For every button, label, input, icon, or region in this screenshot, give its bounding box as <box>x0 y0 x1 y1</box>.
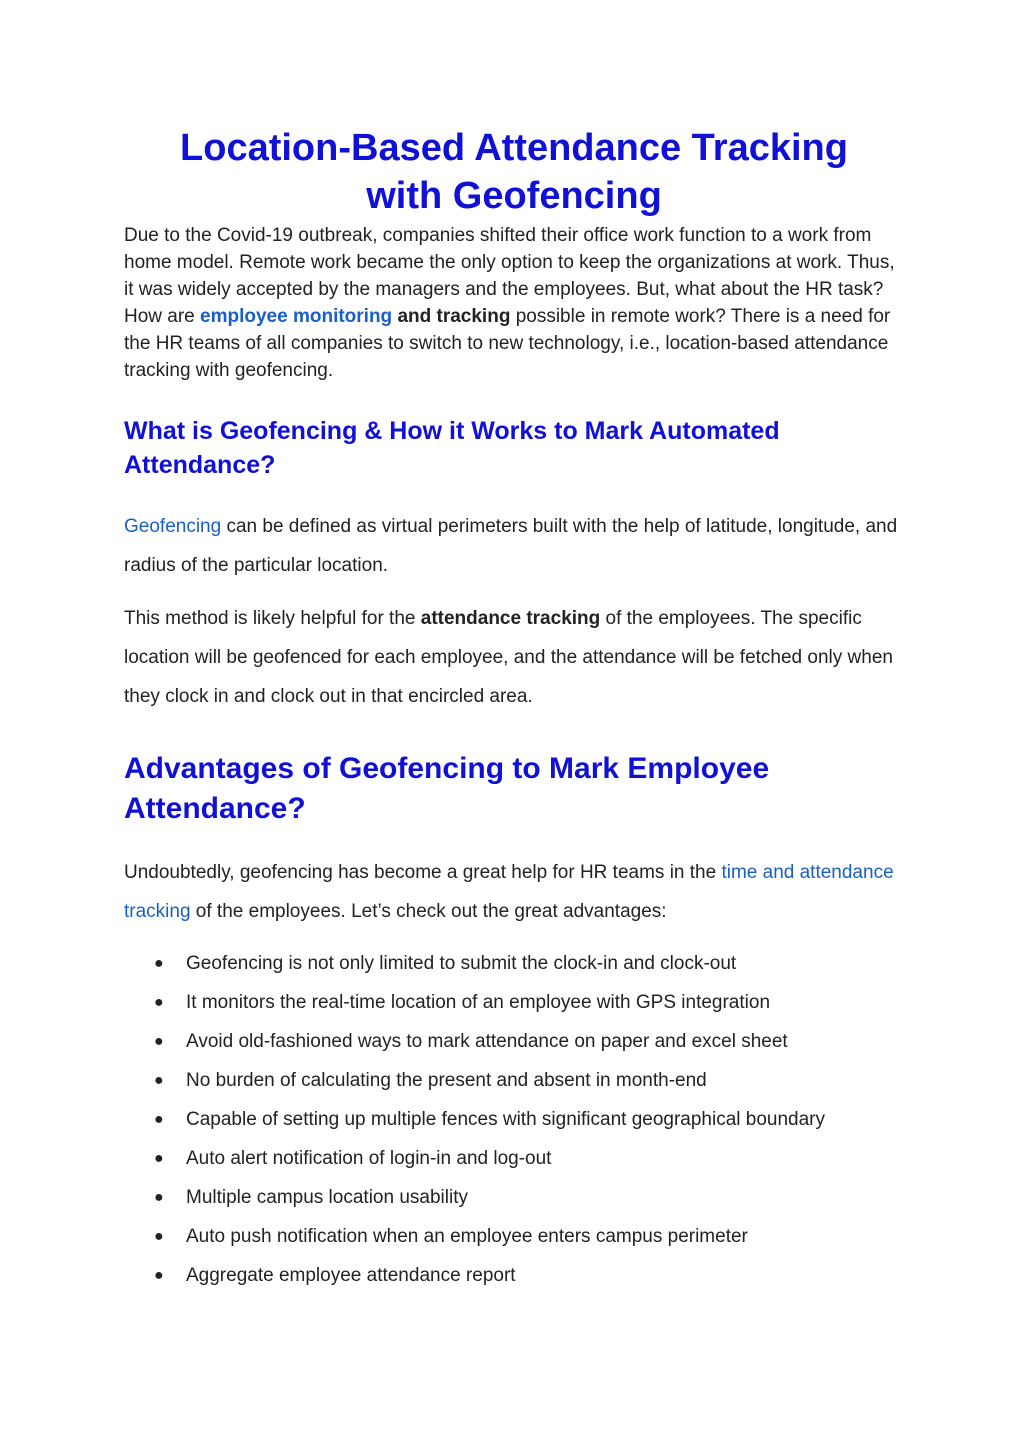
advantages-text-start: Undoubtedly, geofencing has become a great help for HR teams in the <box>124 862 722 883</box>
intro-paragraph <box>124 222 904 384</box>
bullet-icon: ● <box>154 1033 164 1050</box>
bullet-icon: ● <box>154 1111 164 1128</box>
list-item-text: No burden of calculating the present and absent in month-end <box>186 1070 707 1091</box>
title-line-2: with Geofencing <box>366 175 662 217</box>
advantages-list <box>124 944 904 1295</box>
advantages-text-rest: of the employees. Let’s check out the great advantages: <box>190 901 667 922</box>
advantages-intro-paragraph <box>124 853 904 931</box>
list-item-text: Auto alert notification of login-in and log-out <box>186 1148 552 1169</box>
list-item-text: Multiple campus location usability <box>186 1187 468 1208</box>
list-item-text: It monitors the real-time location of an employee with GPS integration <box>186 992 771 1013</box>
list-item <box>124 1139 904 1178</box>
intro-text-1: Due to the Covid-19 outbreak, companies shifted their office work function to a work from home model. Remote work became the only option to keep the organizations at work. Thus, it was widely accepted by the managers and the employees. But, what about the HR task? How are <box>124 225 895 327</box>
list-item-text: Capable of setting up multiple fences with significant geographical boundary <box>186 1109 826 1130</box>
bullet-icon: ● <box>154 1072 164 1089</box>
bullet-icon: ● <box>154 1150 164 1167</box>
employee-monitoring-link[interactable]: employee monitoring <box>200 306 393 327</box>
method-text-start: This method is likely helpful for the <box>124 608 421 629</box>
definition-text: can be defined as virtual perimeters built with the help of latitude, longitude, and radius of the particular location. <box>124 516 898 576</box>
list-item <box>124 1178 904 1217</box>
document-content <box>124 124 904 1295</box>
list-item <box>124 1217 904 1256</box>
time-attendance-link[interactable]: time and attendance tracking <box>124 862 894 922</box>
intro-text-2: possible in remote work? There is a need for the HR teams of all companies to switch to new technology, i.e., location-based attendance tracking with geofencing. <box>124 306 891 381</box>
geofencing-link[interactable]: Geofencing <box>124 516 222 537</box>
list-item <box>124 1061 904 1100</box>
list-item <box>124 944 904 983</box>
list-item-text: Aggregate employee attendance report <box>186 1265 516 1286</box>
title-line-1: Location-Based Attendance Tracking <box>180 127 848 169</box>
intro-bold-text: and tracking <box>392 306 511 327</box>
geofencing-definition-paragraph <box>124 507 904 585</box>
bullet-icon: ● <box>154 955 164 972</box>
bullet-icon: ● <box>154 1189 164 1206</box>
list-item <box>124 983 904 1022</box>
bullet-icon: ● <box>154 1267 164 1284</box>
list-item-text: Avoid old-fashioned ways to mark attendance on paper and excel sheet <box>186 1031 788 1052</box>
attendance-tracking-bold: attendance tracking <box>420 608 601 629</box>
list-item-text: Auto push notification when an employee enters campus perimeter <box>186 1226 748 1247</box>
method-text-rest: of the employees. The specific location will be geofenced for each employee, and the attendance will be fetched only when they clock in and clock out in that encircled area. <box>124 608 893 707</box>
method-paragraph <box>124 599 904 716</box>
list-item-text: Geofencing is not only limited to submit the clock-in and clock-out <box>186 953 737 974</box>
bullet-icon: ● <box>154 1228 164 1245</box>
list-item <box>124 1022 904 1061</box>
section1-heading: What is Geofencing & How it Works to Mark Automated Attendance? <box>124 417 780 479</box>
list-item <box>124 1256 904 1295</box>
list-item <box>124 1100 904 1139</box>
section2-heading: Advantages of Geofencing to Mark Employee Attendance? <box>124 752 770 825</box>
bullet-icon: ● <box>154 994 164 1011</box>
page-title <box>124 124 904 220</box>
